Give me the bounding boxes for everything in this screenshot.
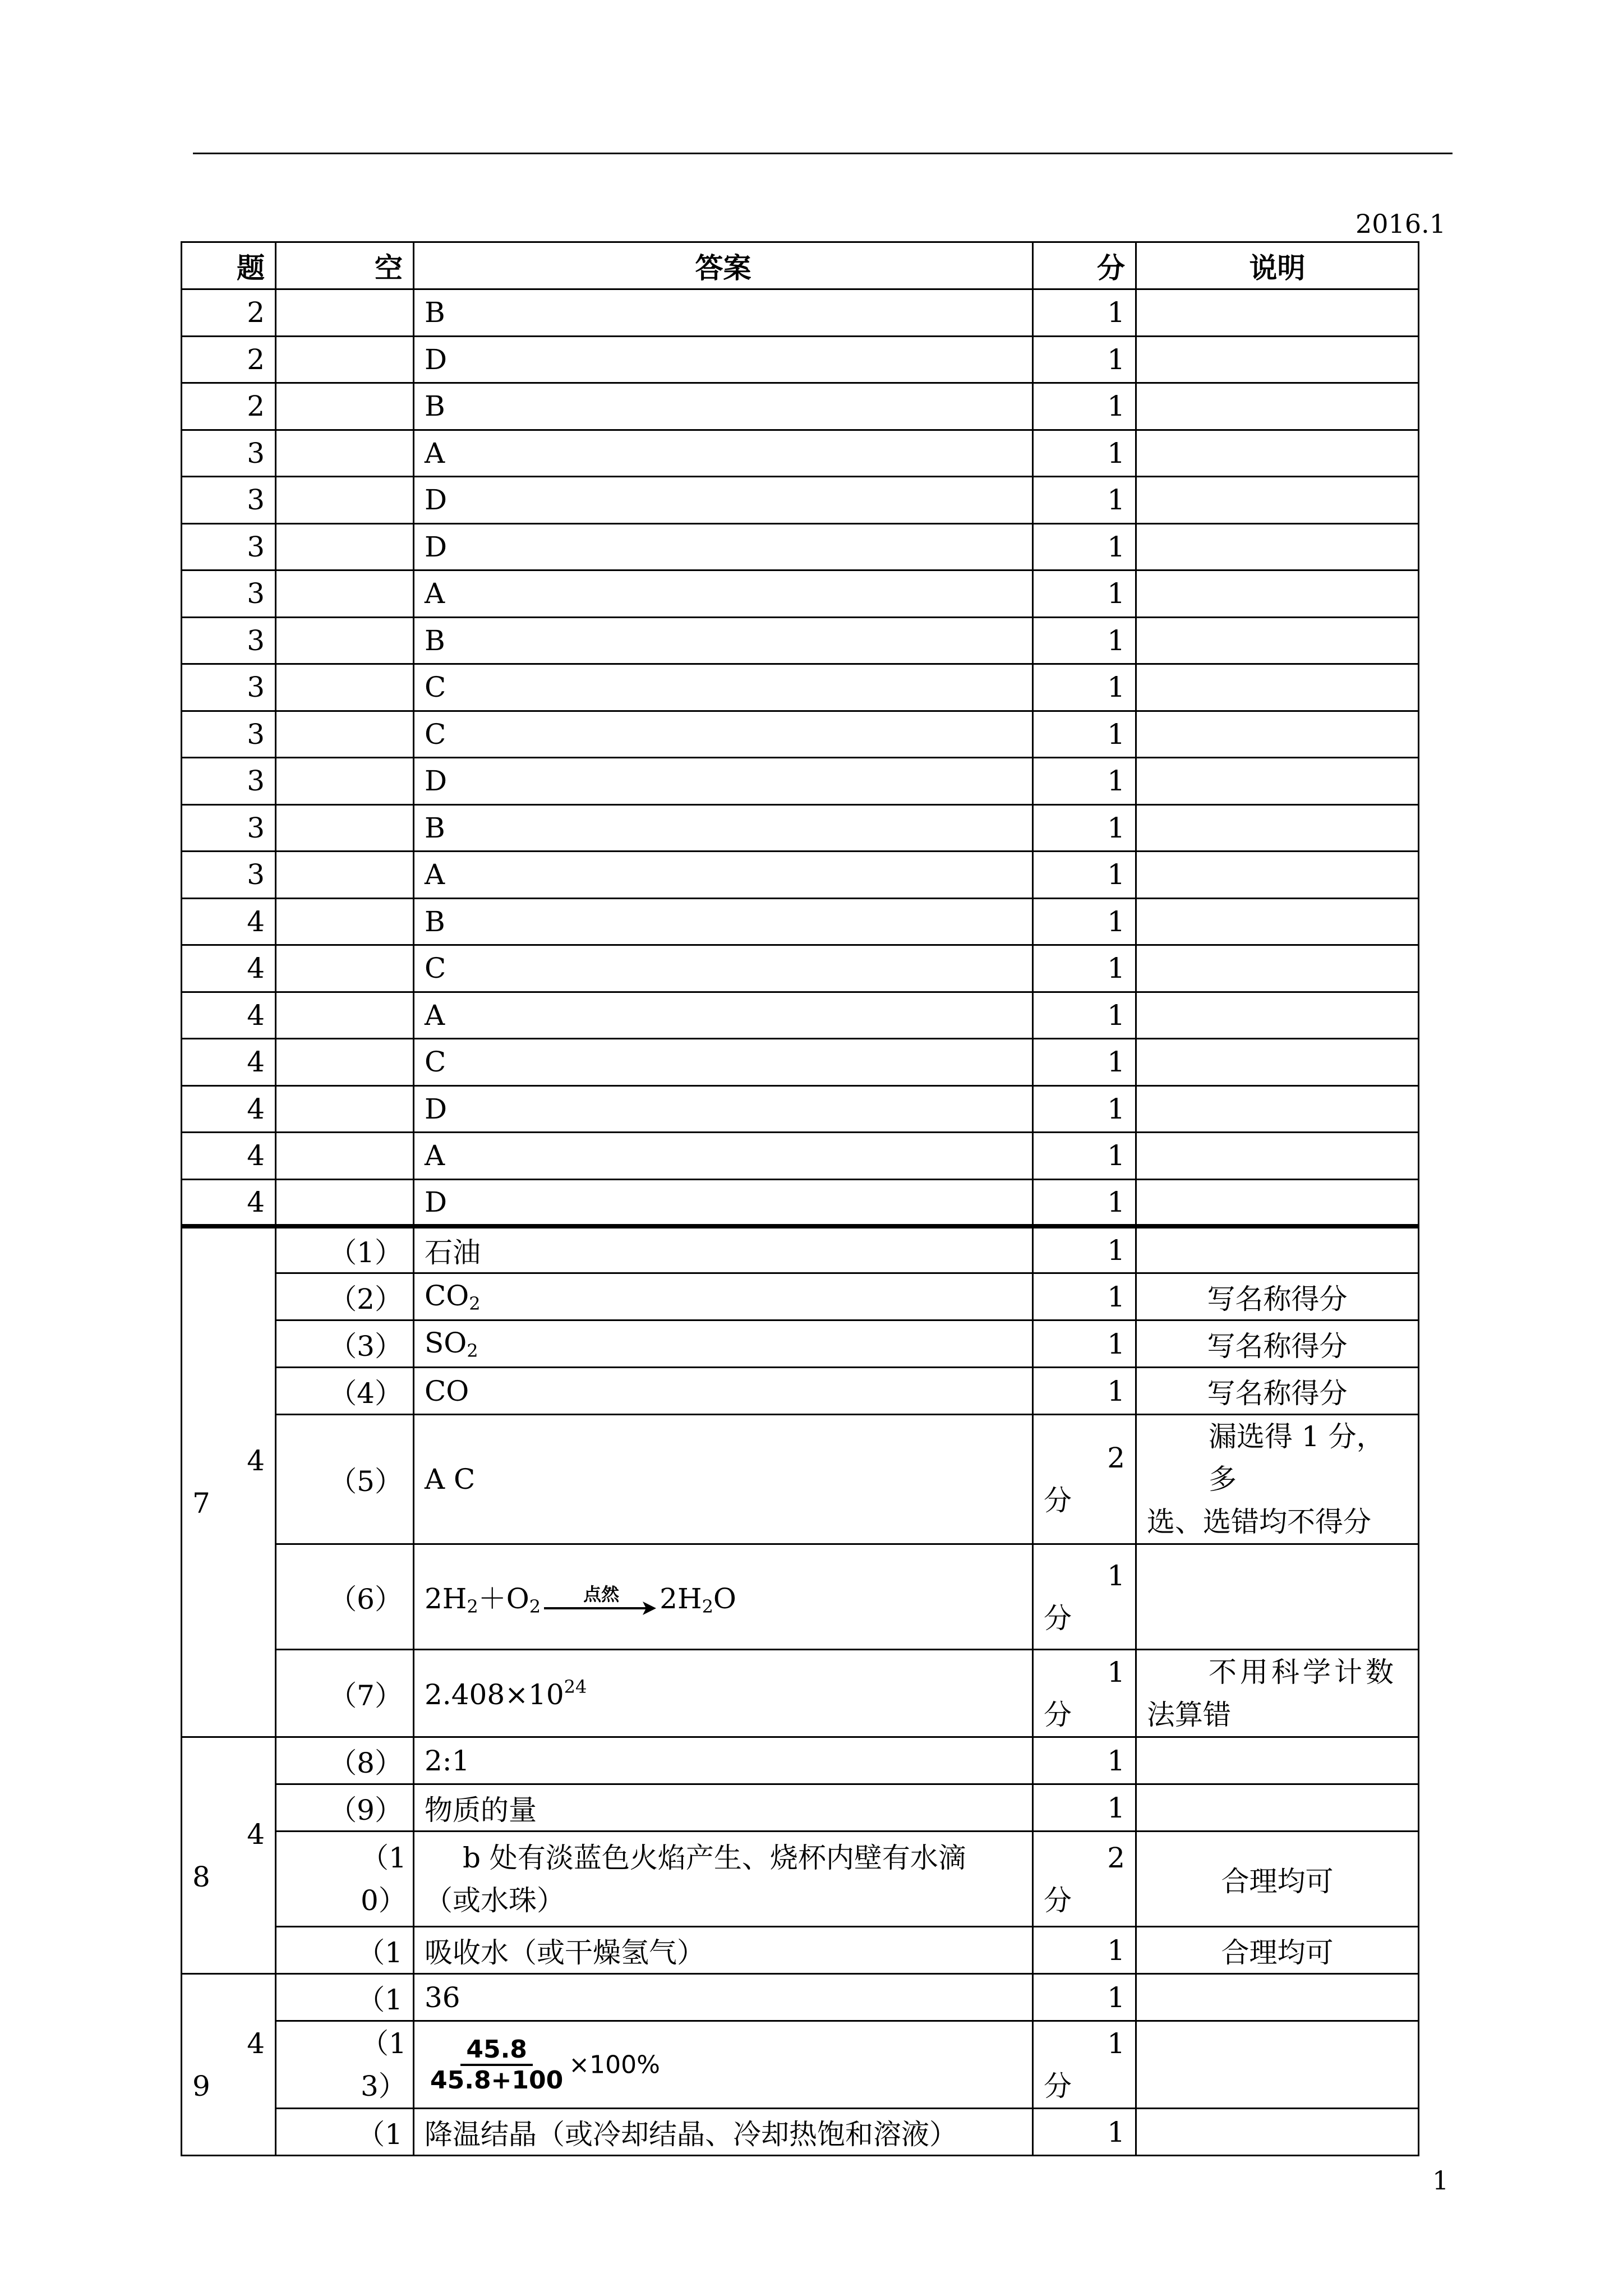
col-header-answer: 答案 bbox=[414, 242, 1033, 289]
note-cell bbox=[1136, 804, 1419, 852]
fraction-formula bbox=[425, 2035, 569, 2095]
note-cell bbox=[1136, 477, 1419, 524]
note-cell bbox=[1136, 1085, 1419, 1133]
answer-cell: D bbox=[414, 523, 1033, 570]
table-row bbox=[182, 664, 1419, 711]
table-row bbox=[182, 1415, 1419, 1544]
answer-cell: C bbox=[414, 664, 1033, 711]
answer-cell: D bbox=[414, 477, 1033, 524]
question-number: 4 bbox=[182, 1039, 276, 1086]
answer-table bbox=[181, 241, 1419, 2156]
question-number: 3 bbox=[182, 664, 276, 711]
question-number: 3 bbox=[182, 430, 276, 477]
score-cell: 1 bbox=[1033, 1133, 1136, 1180]
blank-label bbox=[276, 1133, 414, 1180]
score-cell: 1 bbox=[1033, 1737, 1136, 1784]
note-cell: 合理均可 bbox=[1136, 1832, 1419, 1927]
question-number-bottom: 7 bbox=[192, 1487, 210, 1520]
question-number: 4 bbox=[182, 945, 276, 992]
score-cell: 1 bbox=[1033, 289, 1136, 337]
blank-label bbox=[276, 664, 414, 711]
blank-label bbox=[276, 430, 414, 477]
answer-cell bbox=[414, 1650, 1033, 1737]
group-47-section bbox=[182, 1226, 1419, 1737]
table-row bbox=[182, 336, 1419, 383]
blank-label bbox=[276, 1039, 414, 1086]
blank-label bbox=[276, 1085, 414, 1133]
header-rule bbox=[193, 153, 1453, 154]
note-cell bbox=[1136, 1133, 1419, 1180]
table-row bbox=[182, 711, 1419, 758]
answer-cell: D bbox=[414, 336, 1033, 383]
note-cell bbox=[1136, 617, 1419, 664]
answer-cell: A bbox=[414, 430, 1033, 477]
table-row bbox=[182, 1085, 1419, 1133]
product-h2o: $2H_2O$ bbox=[660, 1582, 736, 1617]
blank-label bbox=[276, 852, 414, 899]
note-cell bbox=[1136, 1974, 1419, 2021]
note-cell: 写名称得分 bbox=[1136, 1273, 1419, 1320]
answer-cell bbox=[414, 1273, 1033, 1320]
answer-cell: 吸收水（或干燥氢气） bbox=[414, 1927, 1033, 1974]
blank-label-line-1: （1 bbox=[361, 2027, 407, 2060]
table-row bbox=[182, 1368, 1419, 1415]
note-cell bbox=[1136, 1784, 1419, 1832]
note-cell bbox=[1136, 383, 1419, 430]
blank-label bbox=[276, 523, 414, 570]
score-cell bbox=[1033, 1650, 1136, 1737]
blank-label-line-2: 3） bbox=[361, 2069, 407, 2102]
answer-cell: B bbox=[414, 898, 1033, 945]
note-cell bbox=[1136, 1179, 1419, 1226]
answer-cell: 物质的量 bbox=[414, 1784, 1033, 1832]
table-row bbox=[182, 898, 1419, 945]
question-number-bottom: 9 bbox=[192, 2069, 210, 2102]
col-header-question: 题 bbox=[182, 242, 276, 289]
answer-cell: B bbox=[414, 383, 1033, 430]
table-row bbox=[182, 1927, 1419, 1974]
answer-cell: B bbox=[414, 617, 1033, 664]
reaction-arrow-icon bbox=[544, 1584, 656, 1617]
answer-cell: B bbox=[414, 804, 1033, 852]
score-cell: 1 bbox=[1033, 1974, 1136, 2021]
col-header-blank: 空 bbox=[276, 242, 414, 289]
reactant-o2: $+O_2$ bbox=[478, 1582, 541, 1617]
answer-cell: D bbox=[414, 1085, 1033, 1133]
table-row bbox=[182, 289, 1419, 337]
score-cell: 1 bbox=[1033, 1273, 1136, 1320]
blank-label: （8） bbox=[276, 1737, 414, 1784]
table-row bbox=[182, 2021, 1419, 2109]
table-row bbox=[182, 477, 1419, 524]
note-cell: 写名称得分 bbox=[1136, 1368, 1419, 1415]
score-unit: 分 bbox=[1044, 1698, 1072, 1731]
score-cell: 1 bbox=[1033, 336, 1136, 383]
table-row bbox=[182, 992, 1419, 1039]
blank-label bbox=[276, 945, 414, 992]
blank-label: （1 bbox=[276, 1927, 414, 1974]
note-line-2: 选、选错均不得分 bbox=[1147, 1506, 1371, 1538]
table-row bbox=[182, 2109, 1419, 2156]
note-cell bbox=[1136, 2021, 1419, 2109]
blank-label bbox=[276, 1179, 414, 1226]
blank-label bbox=[276, 2021, 414, 2109]
score-cell: 1 bbox=[1033, 1784, 1136, 1832]
answer-line-1: b 处有淡蓝色火焰产生、烧杯内壁有水滴 bbox=[463, 1841, 966, 1874]
note-cell bbox=[1136, 2109, 1419, 2156]
col-header-note: 说明 bbox=[1136, 242, 1419, 289]
blank-label: （1 bbox=[276, 2109, 414, 2156]
table-row bbox=[182, 523, 1419, 570]
answer-cell: A bbox=[414, 992, 1033, 1039]
question-number: 3 bbox=[182, 804, 276, 852]
note-cell bbox=[1136, 1737, 1419, 1784]
score-cell: 1 bbox=[1033, 1085, 1136, 1133]
answer-cell: 降温结晶（或冷却结晶、冷却热饱和溶液） bbox=[414, 2109, 1033, 2156]
blank-label bbox=[276, 804, 414, 852]
mc-section bbox=[182, 289, 1419, 1226]
document-date: 2016.1 bbox=[1355, 209, 1446, 239]
blank-label bbox=[276, 758, 414, 805]
blank-label: （6） bbox=[276, 1544, 414, 1650]
answer-cell: C bbox=[414, 945, 1033, 992]
answer-cell: 2:1 bbox=[414, 1737, 1033, 1784]
score-unit: 分 bbox=[1044, 1484, 1072, 1517]
answer-cell: A bbox=[414, 852, 1033, 899]
note-cell: 合理均可 bbox=[1136, 1927, 1419, 1974]
score-cell: 1 bbox=[1033, 383, 1136, 430]
blank-label bbox=[276, 289, 414, 337]
answer-cell bbox=[414, 1832, 1033, 1927]
table-row bbox=[182, 383, 1419, 430]
score-unit: 分 bbox=[1044, 1884, 1072, 1917]
score-cell: 1 bbox=[1033, 570, 1136, 618]
note-cell bbox=[1136, 430, 1419, 477]
blank-label bbox=[276, 570, 414, 618]
note-cell: 写名称得分 bbox=[1136, 1320, 1419, 1368]
note-cell bbox=[1136, 1039, 1419, 1086]
number-exponent: 24 bbox=[564, 1676, 587, 1697]
score-cell: 1 bbox=[1033, 711, 1136, 758]
blank-label: （7） bbox=[276, 1650, 414, 1737]
score-cell bbox=[1033, 2021, 1136, 2109]
blank-label bbox=[276, 477, 414, 524]
score-value: 1 bbox=[1107, 1559, 1125, 1592]
table-row bbox=[182, 1974, 1419, 2021]
question-number: 3 bbox=[182, 711, 276, 758]
table-row bbox=[182, 617, 1419, 664]
question-number: 3 bbox=[182, 523, 276, 570]
col-header-score: 分 bbox=[1033, 242, 1136, 289]
blank-label: （3） bbox=[276, 1320, 414, 1368]
question-number: 4 bbox=[182, 1085, 276, 1133]
score-value: 2 bbox=[1107, 1841, 1125, 1874]
note-line-1: 漏选得 1 分，多 bbox=[1209, 1420, 1385, 1496]
table-row bbox=[182, 1226, 1419, 1273]
note-cell bbox=[1136, 758, 1419, 805]
answer-cell: D bbox=[414, 1179, 1033, 1226]
score-value: 1 bbox=[1107, 1655, 1125, 1688]
score-value: 2 bbox=[1107, 1442, 1125, 1474]
formula-subscript: 2 bbox=[469, 1292, 481, 1314]
table-row bbox=[182, 804, 1419, 852]
note-cell bbox=[1136, 992, 1419, 1039]
question-number: 2 bbox=[182, 336, 276, 383]
score-cell: 1 bbox=[1033, 1927, 1136, 1974]
question-number-top: 4 bbox=[247, 2027, 265, 2060]
table-row bbox=[182, 1320, 1419, 1368]
chemical-equation bbox=[425, 1576, 736, 1617]
page-number: 1 bbox=[1432, 2165, 1449, 2196]
blank-label: （5） bbox=[276, 1415, 414, 1544]
answer-cell: A bbox=[414, 570, 1033, 618]
question-number: 4 bbox=[182, 1133, 276, 1180]
blank-label bbox=[276, 711, 414, 758]
formula-subscript: 2 bbox=[467, 1340, 478, 1361]
note-cell bbox=[1136, 289, 1419, 337]
note-cell bbox=[1136, 1650, 1419, 1737]
table-row bbox=[182, 1179, 1419, 1226]
score-value: 1 bbox=[1107, 2027, 1125, 2060]
question-number-top: 4 bbox=[247, 1444, 265, 1478]
formula-main: CO bbox=[425, 1279, 469, 1312]
note-cell bbox=[1136, 711, 1419, 758]
answer-line-2: （或水珠） bbox=[425, 1884, 565, 1917]
number-mantissa: 2.408×10 bbox=[425, 1678, 564, 1711]
score-cell: 1 bbox=[1033, 804, 1136, 852]
blank-label bbox=[276, 898, 414, 945]
answer-cell: CO bbox=[414, 1368, 1033, 1415]
question-number: 3 bbox=[182, 758, 276, 805]
table-row bbox=[182, 852, 1419, 899]
answer-cell: B bbox=[414, 289, 1033, 337]
reactant-h2: $2H_2$ bbox=[425, 1582, 478, 1617]
table-row bbox=[182, 1832, 1419, 1927]
answer-cell: A bbox=[414, 1133, 1033, 1180]
answer-cell: 石油 bbox=[414, 1226, 1033, 1273]
answer-cell: 36 bbox=[414, 1974, 1033, 2021]
score-cell: 1 bbox=[1033, 477, 1136, 524]
table-row bbox=[182, 758, 1419, 805]
question-number: 2 bbox=[182, 289, 276, 337]
blank-label bbox=[276, 336, 414, 383]
score-cell: 1 bbox=[1033, 664, 1136, 711]
table-row bbox=[182, 430, 1419, 477]
blank-label-line-1: （1 bbox=[361, 1841, 407, 1874]
note-cell bbox=[1136, 523, 1419, 570]
score-cell: 1 bbox=[1033, 1179, 1136, 1226]
table-row bbox=[182, 1544, 1419, 1650]
blank-label: （9） bbox=[276, 1784, 414, 1832]
note-cell bbox=[1136, 945, 1419, 992]
table-row bbox=[182, 570, 1419, 618]
fraction-numerator: 45.8 bbox=[460, 2035, 533, 2066]
question-number-cell bbox=[182, 1974, 276, 2156]
blank-label-line-2: 0） bbox=[361, 1884, 407, 1917]
table-row bbox=[182, 1273, 1419, 1320]
answer-cell: C bbox=[414, 1039, 1033, 1086]
table-header-row bbox=[182, 242, 1419, 289]
score-cell: 1 bbox=[1033, 1039, 1136, 1086]
answer-cell bbox=[414, 1320, 1033, 1368]
score-cell: 1 bbox=[1033, 430, 1136, 477]
question-number: 3 bbox=[182, 570, 276, 618]
question-number-cell bbox=[182, 1737, 276, 1974]
answer-cell bbox=[414, 2021, 1033, 2109]
question-number: 3 bbox=[182, 852, 276, 899]
fraction-multiplier: ×100% bbox=[569, 2050, 660, 2079]
score-cell: 1 bbox=[1033, 1226, 1136, 1273]
table-row bbox=[182, 1039, 1419, 1086]
blank-label bbox=[276, 1832, 414, 1927]
score-cell: 1 bbox=[1033, 1320, 1136, 1368]
question-number: 4 bbox=[182, 1179, 276, 1226]
answer-cell: C bbox=[414, 711, 1033, 758]
reaction-condition: 点然 bbox=[583, 1584, 620, 1605]
score-cell: 1 bbox=[1033, 2109, 1136, 2156]
question-number: 4 bbox=[182, 898, 276, 945]
question-number: 3 bbox=[182, 477, 276, 524]
score-cell: 1 bbox=[1033, 617, 1136, 664]
score-cell bbox=[1033, 1544, 1136, 1650]
table-row bbox=[182, 1133, 1419, 1180]
group-49-section bbox=[182, 1974, 1419, 2156]
question-number-cell bbox=[182, 1226, 276, 1737]
formula-main: SO bbox=[425, 1326, 467, 1359]
table-row bbox=[182, 1737, 1419, 1784]
blank-label: （1 bbox=[276, 1974, 414, 2021]
score-cell: 1 bbox=[1033, 852, 1136, 899]
score-cell: 1 bbox=[1033, 758, 1136, 805]
score-cell bbox=[1033, 1415, 1136, 1544]
note-cell bbox=[1136, 898, 1419, 945]
blank-label: （2） bbox=[276, 1273, 414, 1320]
score-cell: 1 bbox=[1033, 523, 1136, 570]
score-unit: 分 bbox=[1044, 2069, 1072, 2102]
blank-label bbox=[276, 383, 414, 430]
question-number: 4 bbox=[182, 992, 276, 1039]
group-48-section bbox=[182, 1737, 1419, 1974]
blank-label bbox=[276, 617, 414, 664]
score-unit: 分 bbox=[1044, 1602, 1072, 1635]
note-line-1: 不用科学计数 bbox=[1209, 1655, 1397, 1688]
note-line-2: 法算错 bbox=[1147, 1698, 1231, 1731]
question-number: 3 bbox=[182, 617, 276, 664]
answer-cell bbox=[414, 1544, 1033, 1650]
note-cell bbox=[1136, 852, 1419, 899]
blank-label: （1） bbox=[276, 1226, 414, 1273]
blank-label: （4） bbox=[276, 1368, 414, 1415]
score-cell bbox=[1033, 1832, 1136, 1927]
note-cell bbox=[1136, 570, 1419, 618]
question-number-top: 4 bbox=[247, 1818, 265, 1851]
table-row bbox=[182, 945, 1419, 992]
note-cell bbox=[1136, 1544, 1419, 1650]
score-cell: 1 bbox=[1033, 992, 1136, 1039]
table-row bbox=[182, 1784, 1419, 1832]
score-cell: 1 bbox=[1033, 1368, 1136, 1415]
question-number-bottom: 8 bbox=[192, 1860, 210, 1893]
blank-label bbox=[276, 992, 414, 1039]
note-cell bbox=[1136, 336, 1419, 383]
note-cell bbox=[1136, 664, 1419, 711]
answer-cell: A C bbox=[414, 1415, 1033, 1544]
note-cell bbox=[1136, 1226, 1419, 1273]
fraction-denominator: 45.8+100 bbox=[430, 2065, 564, 2095]
question-number: 2 bbox=[182, 383, 276, 430]
score-cell: 1 bbox=[1033, 945, 1136, 992]
table-row bbox=[182, 1650, 1419, 1737]
note-cell bbox=[1136, 1415, 1419, 1544]
score-cell: 1 bbox=[1033, 898, 1136, 945]
answer-cell: D bbox=[414, 758, 1033, 805]
